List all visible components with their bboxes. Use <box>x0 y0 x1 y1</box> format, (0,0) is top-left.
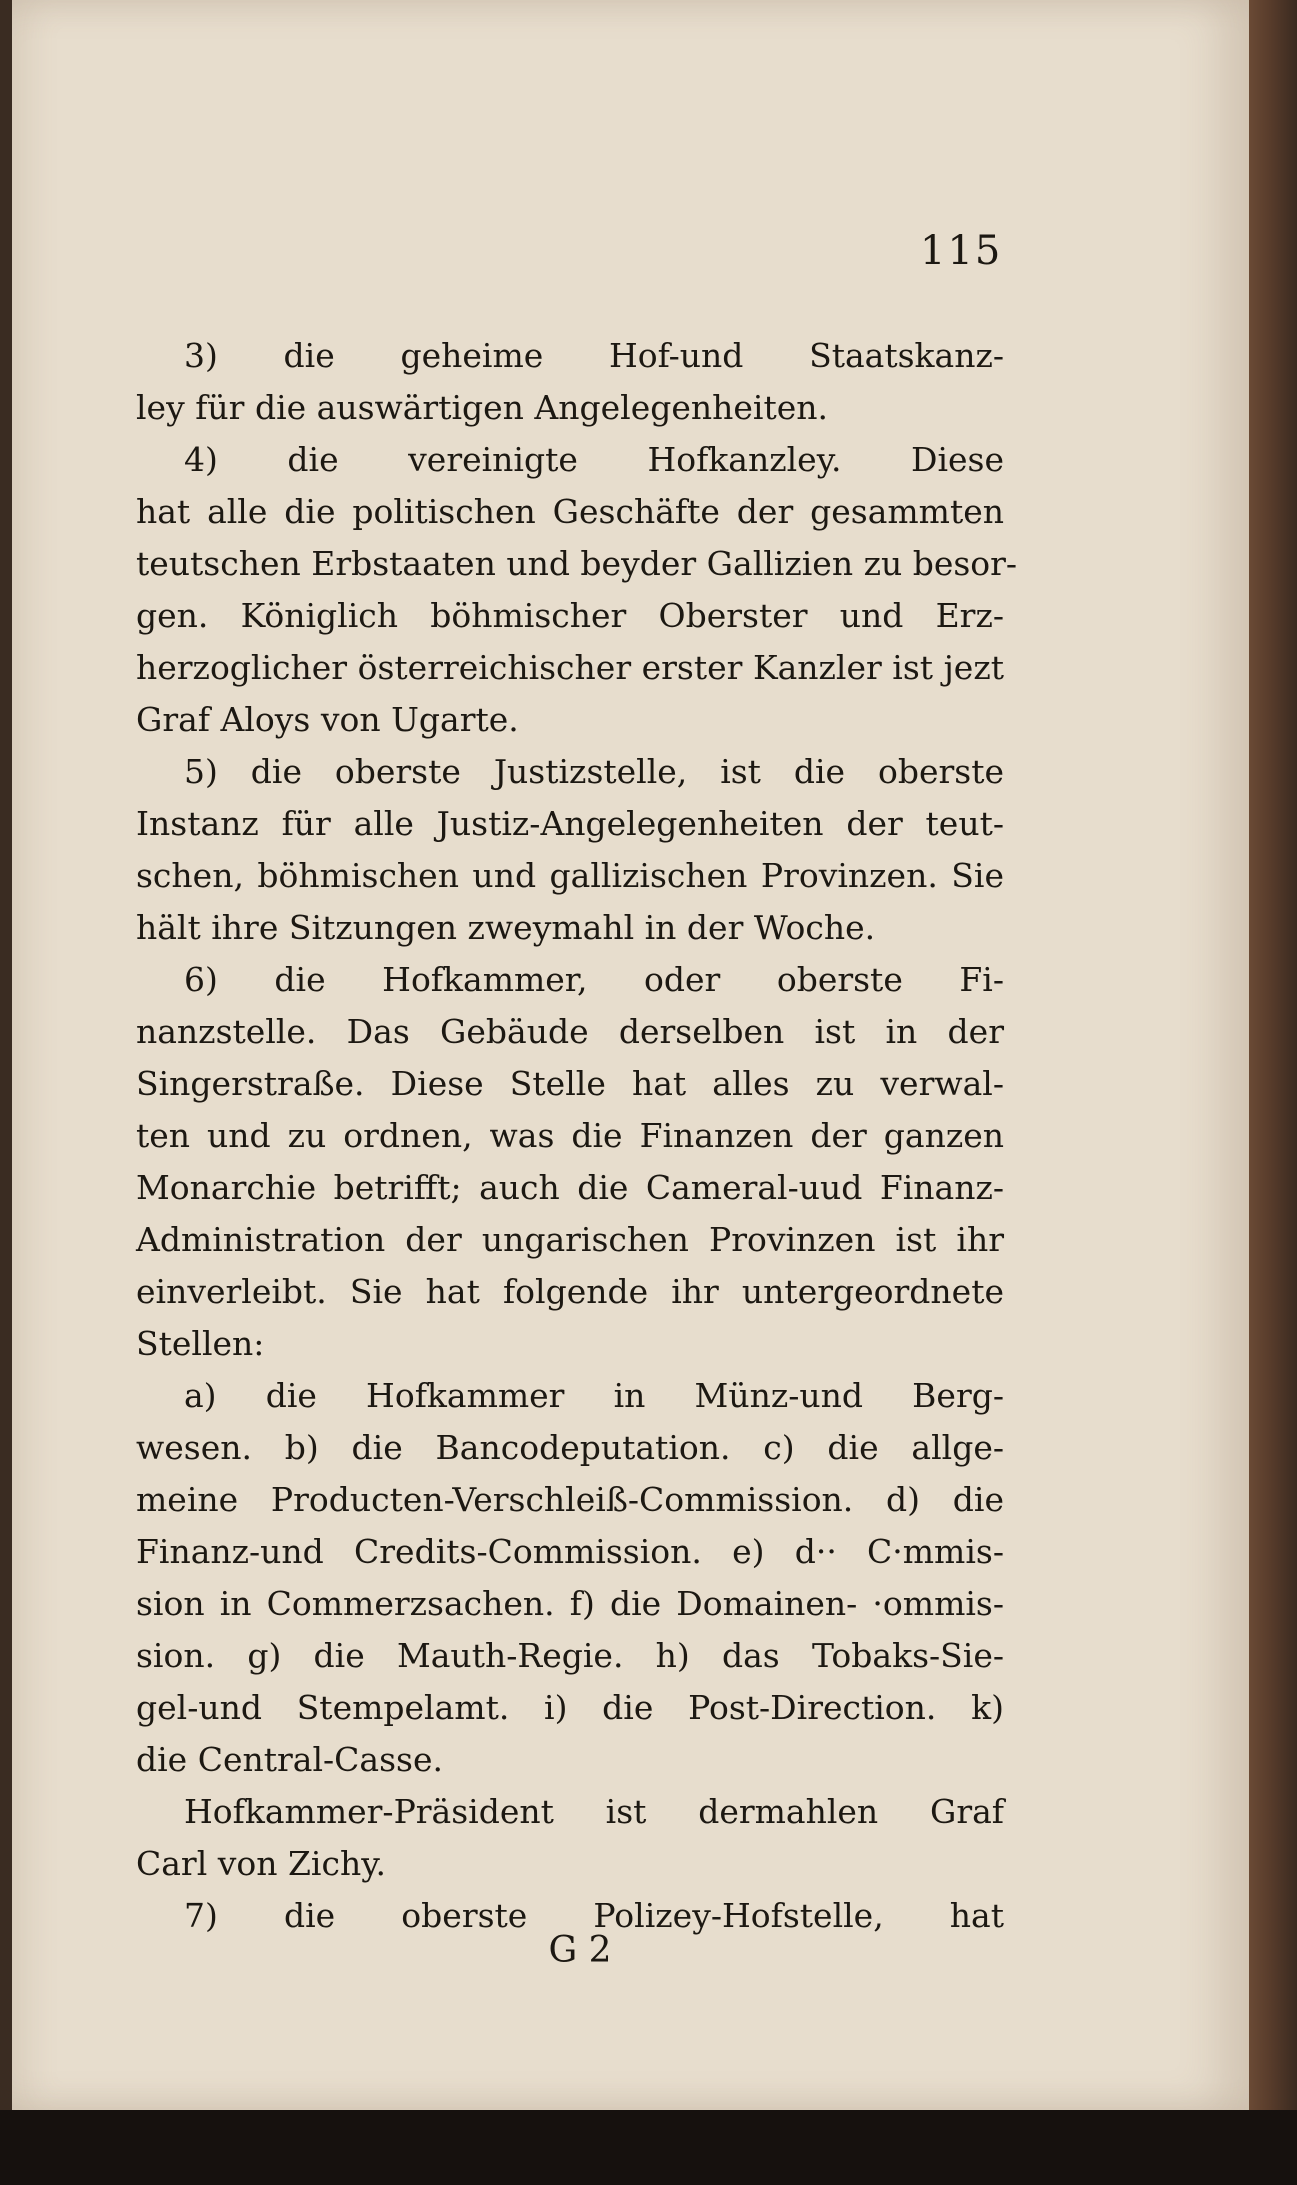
text-line: die Central-Casse. <box>136 1740 443 1779</box>
text-line: wesen. b) die Bancodeputation. c) die allge- <box>136 1428 1004 1467</box>
text-line: ley für die auswärtigen Angelegenheiten. <box>136 388 829 427</box>
body-text <box>136 330 1018 1942</box>
text-line: hat alle die politischen Geschäfte der gesammten <box>136 492 1004 531</box>
page-number: 115 <box>920 228 1003 274</box>
paragraph <box>136 434 1018 746</box>
text-line: Monarchie betrifft; auch die Cameral-uud Finanz- <box>136 1168 1004 1207</box>
text-line: Singerstraße. Diese Stelle hat alles zu verwal- <box>136 1064 1004 1103</box>
text-line: sion. g) die Mauth-Regie. h) das Tobaks-Sie- <box>136 1636 1004 1675</box>
text-line: sion in Commerzsachen. f) die Domainen- ·ommis- <box>136 1584 1004 1623</box>
text-line: meine Producten-Verschleiß-Commission. d) die <box>136 1480 1004 1519</box>
text-line: 5) die oberste Justizstelle, ist die oberste <box>184 752 1004 791</box>
text-line: hält ihre Sitzungen zweymahl in der Woche. <box>136 908 876 947</box>
paragraph <box>136 746 1004 954</box>
text-line: Stellen: <box>136 1324 265 1363</box>
signature-mark: G 2 <box>548 1930 612 1971</box>
text-line: Hofkammer-Präsident ist dermahlen Graf <box>184 1792 1004 1831</box>
bottom-margin <box>0 2110 1297 2185</box>
text-line: herzoglicher österreichischer erster Kanzler ist jezt <box>136 648 1004 687</box>
text-line: nanzstelle. Das Gebäude derselben ist in der <box>136 1012 1004 1051</box>
text-line: teutschen Erbstaaten und beyder Gallizien zu besor- <box>136 544 1018 583</box>
text-line: Graf Aloys von Ugarte. <box>136 700 519 739</box>
paragraph <box>136 1370 1004 1786</box>
page-edge <box>1249 0 1297 2110</box>
text-line: Instanz für alle Justiz-Angelegenheiten der teut- <box>136 804 1004 843</box>
text-line: ten und zu ordnen, was die Finanzen der ganzen <box>136 1116 1004 1155</box>
text-line: gel-und Stempelamt. i) die Post-Direction. k) <box>136 1688 1004 1727</box>
text-line: 4) die vereinigte Hofkanzley. Diese <box>184 440 1004 479</box>
text-line: Finanz-und Credits-Commission. e) d·· C·mmis- <box>136 1532 1004 1571</box>
paragraph <box>136 954 1004 1370</box>
text-line: 3) die geheime Hof-und Staatskanz- <box>184 336 1004 375</box>
text-line: a) die Hofkammer in Münz-und Berg- <box>184 1376 1004 1415</box>
text-line: einverleibt. Sie hat folgende ihr untergeordnete <box>136 1272 1004 1311</box>
text-line: 7) die oberste Polizey-Hofstelle, hat <box>184 1896 1004 1935</box>
text-line: Administration der ungarischen Provinzen ist ihr <box>136 1220 1004 1259</box>
left-edge <box>0 0 12 2110</box>
text-line: Carl von Zichy. <box>136 1844 386 1883</box>
text-line: schen, böhmischen und gallizischen Provinzen. Sie <box>136 856 1004 895</box>
paragraph <box>136 330 1004 434</box>
text-line: gen. Königlich böhmischer Oberster und Erz- <box>136 596 1004 635</box>
paragraph <box>136 1786 1004 1890</box>
text-line: 6) die Hofkammer, oder oberste Fi- <box>184 960 1004 999</box>
